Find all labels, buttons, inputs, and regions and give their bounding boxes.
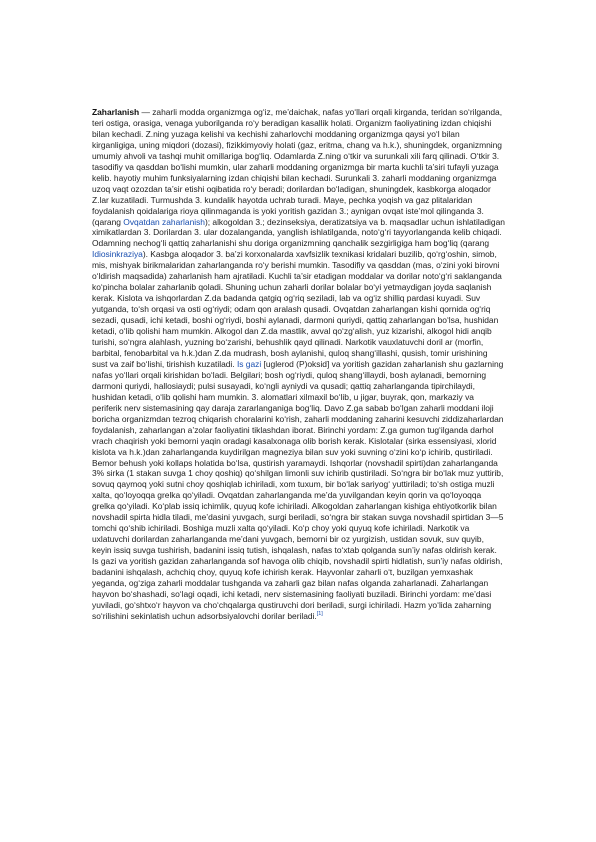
link-is-gazi[interactable]: Is gazi [236, 358, 262, 369]
article-term: Zaharlanish [92, 107, 140, 117]
article-text-part-1: — zaharli modda organizmga og‘iz, me’daichak, nafas yo‘llari orqali kirganda, teridan so‘rilganda, teri ostiga, orasiga, venaga yuborilganda ro‘y beradigan kasallik holati. Organizm faoliyatining izdan chiqishi bilan kechadi. Z.ning yuzaga kelishi va kechishi zaharlovchi moddaning organizmga qaysi yo‘l bilan kirganligiga, uning miqdori (dozasi), fizikkimyoviy holati (gaz, eritma, chang va h.k.), shuningdek, organizmning umumiy ahvoli va tashqi muhit omillariga bog‘liq. Odamlarda Z.ning o‘tkir va surunkali xili farq qilinadi. O‘tkir 3. tasodifiy va qasddan bo‘lishi mumkin, ular zaharli moddaning organizmga bir marta kuchli ta’siri tufayli yuzaga kelib. hayotiy muhim funksiyalarning izdan chiqishi bilan kechadi. Surunkali 3. zaharli moddaning organizmga uzoq vaqt ozozdan ta’sir etishi oqibatida ro‘y beradi; dorilardan bo‘ladigan, shuningdek, kasbkorga aloqador Z.lar kuzatiladi. Turmushda 3. kundalik hayotda uchrab turadi. Maye, pechka yoqish va gaz plitalaridan foydalanish qoidalariga rioya qilinmaganda is yoki yoritish gazidan 3.; aynigan ovqat iste’mol qilinganda 3. (qarang [92, 107, 503, 227]
reference-link[interactable]: [1] [316, 611, 323, 618]
link-ovqatdan-zaharlanish[interactable]: Ovqatdan zaharlanish [123, 216, 205, 227]
article-text-part-2: ); alkogoldan 3.; dezinseksiya, deratizatsiya va b. maqsadlar uchun ishlatiladigan ximikatlardan 3. Dorilardan 3. ular dozalanganda, yanglish ishlatilganda, noto‘g‘ri tayyorlanganda kelib chiqadi. Odamning nechog‘li qattiq zaharlanishi shu doriga organizmning qanchalik sezgirligiga ham bog‘liq (qarang [92, 216, 505, 249]
article-body [92, 107, 505, 622]
article-text-part-3: ). Kasbga aloqador 3. ba’zi korxonalarda xavfsizlik texnikasi kridalari buzilib, qo‘rg‘oshin, simob, mis, mishyak birikmalaridan zaharlanganda ro‘y berishi mumkin. Tasodifiy va qasddan (mas, o‘zini yoki birovni o‘ldirish maqsadida) zaharlanish ham ajratiladi. Kuchli ta’sir etadigan moddalar va dorilar noto‘g‘ri saklanganda ko‘pincha bolalar zaharlanib qoladi. Shuning uchun zaharli dorilar bolalar bo‘yi yetmaydigan joyda saqlanish kerak. Kislota va ishqorlardan Z.da badanda qatgiq og‘riq seziladi, lab va og‘iz shilliq pardasi kuyadi. Suv yutganda, to‘sh orqasi va osti og‘riydi; odam qon aralash qusadi. Ovqatdan zaharlangan kishi qornida og‘riq sezadi, qusadi, ichi ketadi, boshi og‘riydi, boshi aylanadi, darmoni quriydi, qattiq zaharlangan bo‘lsa, hushidan ketadi, o‘lib qolishi ham mumkin. Alkogol dan Z.da mastlik, avval qo‘zg‘alish, yuz kizarishi, alkogol hidi anqib turishi, so‘ngra alahlash, yuzning bo‘zarishi, behushlik qayd qilinadi. Narkotik vauxlatuvchi doril ar (morfin, barbital, fenobarbital va h.k.)dan Z.da mudrash, bosh aylanishi, quloq shang‘illashi, qusish, tomir urishining sust va zaif bo‘lishi, tirishish kuzatiladi. [92, 249, 502, 369]
article-text-part-4: [uglerod (P)oksid] va yoritish gazidan zaharlanish shu gazlarning nafas yo‘llari orqali kirishidan bo‘ladi. Belgilari; bosh og‘riydi, quloq shang‘illaydi, bosh aylanadi, bemorning darmoni quriydi, hallosiaydi; pulsi susayadi, ko‘ngli ayniydi va qusadi; qattiq zaharlanganda tipirchilaydi, hushidan ketadi, o‘lib qolishi ham mumkin. 3. alomatlari xilmaxil bo‘lib, u jigar, buyrak, qon, markaziy va periferik nerv sistemasining qay daraja zararlanganiga bog‘liq. Davo Z.ga sabab bo‘lgan zaharli moddani iloji boricha organizmdan tezroq chiqarish choralarini ko‘rish, zaharli moddaning zaharini kesuvchi ziddizaharlardan foydalanish, zaharlangan a’zolar faoliyatini tiklashdan iborat. Birinchi yordam: Z.ga gumon tug‘ilganda darhol vrach chaqirish yoki bemorni yaqin oradagi kasalxonaga olib borish kerak. Kislotalar (sirka essensiyasi, xlorid kislota va h.k.)dan zaharlanganda kuydirilgan magneziya bilan suv yoki suvning o‘zini ko‘p ichirib, qustiriladi. Bemor behush yoki kollaps holatida bo‘lsa, qustirish yaramaydi. Ishqorlar (novshadil spirti)dan zaharlanganda 3% sirka (1 stakan suvga 1 choy qoshiq) qo‘shilgan limonli suv ichirib qustiriladi. So‘ngra bir bo‘lak muz yuttirib, sovuq qaymoq yoki sutni choy qoshiqlab ichiriladi, xom tuxum, bir bo‘lak sariyog‘ yuttiriladi; to‘sh ostiga muzli xalta, qo‘loyoqqa grelka qo‘yiladi. Ovqatdan zaharlanganda me’da yuvilgandan keyin qorin va qo‘loyoqqa grelka qo‘yiladi. Ko‘plab issiq ichimlik, quyuq kofe ichiriladi. Alkogoldan zaharlangan kishiga ehtiyotkorlik bilan novshadil spirta hidla tiladi, me’dasini yuvgach, surgi beriladi, so‘ngra bir stakan suvga novshadil spirtidan 3—5 tomchi qo‘shib ichiriladi. Boshiga muzli xalta qo‘yiladi. Ko‘p choy yoki quyuq kofe ichiriladi. Narkotik va uxlatuvchi dorilardan zaharlanganda me’dani yuvgach, bemorni bir oz yurgizish, ustidan sovuk, suv quyib, keyin issiq suvga tushirish, badanini issiq tutish, ishqalash, nafas to‘xtab qolganda sun’iy nafas oldirish kerak. Is gazi va yoritish gazidan zaharlanganda sof havoga olib chiqib, novshadil spirti hidlatish, sun’iy nafas oldirish, badanini ishqalash, achchiq choy, quyuq kofe ichirish kerak. Hayvonlar zaharli o‘t, buzilgan yemxashak yeganda, og‘ziga zaharli moddalar tushganda va zaharli gaz bilan nafas olganda zaharlanadi. Zaharlangan hayvon bo‘shashadi, so‘lagi oqadi, ichi ketadi, nerv sistemasining faoliyati buziladi. Birinchi yordam: me’dasi yuviladi, go‘shtxo‘r hayvon va cho‘chqalarga qustiruvchi dori beriladi, surgi ichiriladi. Hazm yo‘lida zaharning so‘rilishini sekinlatish uchun adsorbsiyalovchi dorilar beriladi. [92, 358, 504, 621]
link-idiosinkraziya[interactable]: Idiosinkraziya [92, 249, 143, 260]
